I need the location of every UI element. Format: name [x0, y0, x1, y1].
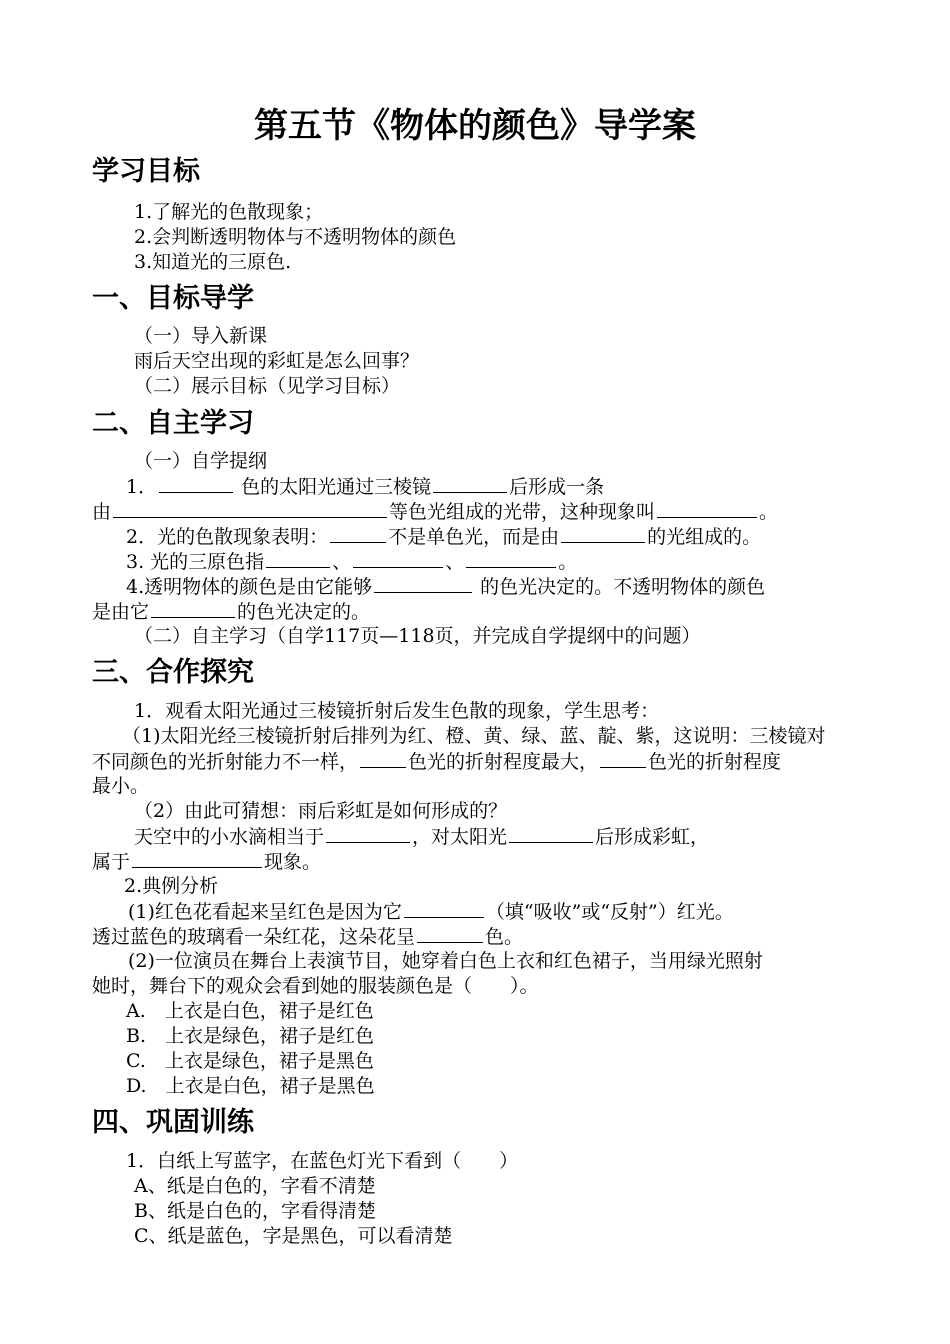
- text: 由: [92, 501, 112, 523]
- goal-item-1: 1.了解光的色散现象；: [134, 201, 324, 223]
- text-line: 雨后天空出现的彩虹是怎么回事？: [134, 350, 420, 372]
- fill-blank[interactable]: [151, 599, 235, 618]
- heading-section-1: 一、目标导学: [92, 283, 254, 314]
- text-line: 1．观看太阳光通过三棱镜折射后发生色散的现象，学生思考：: [134, 700, 660, 722]
- text: 色光的折射程度: [648, 751, 782, 773]
- text: 3. 光的三原色指: [126, 551, 265, 573]
- heading-section-4: 四、巩固训练: [92, 1107, 254, 1138]
- text: 、: [332, 551, 352, 573]
- heading-section-3: 三、合作探究: [92, 657, 254, 688]
- text: 。: [759, 501, 779, 523]
- goal-item-2: 2.会判断透明物体与不透明物体的颜色: [134, 226, 457, 248]
- fill-blank[interactable]: [266, 549, 330, 568]
- text-line: 她时，舞台下的观众会看到她的服装颜色是（ ）。: [92, 975, 539, 997]
- text: 现象。: [264, 851, 322, 873]
- text: 。: [558, 551, 578, 573]
- fill-blank[interactable]: [326, 824, 410, 843]
- text: 不是单色光，而是由: [388, 526, 560, 548]
- text: 、: [445, 551, 465, 573]
- text: 属于: [92, 851, 131, 873]
- heading-learning-goals: 学习目标: [92, 156, 200, 187]
- fill-blank[interactable]: [353, 549, 443, 568]
- option-d: D. 上衣是白色，裙子是黑色: [126, 1075, 375, 1097]
- text: (1)红色花看起来呈红色是因为它: [128, 901, 402, 923]
- text: 等色光组成的光带，这种现象叫: [389, 501, 656, 523]
- page-title: 第五节《物体的颜色》导学案: [254, 106, 696, 146]
- text-line: 1．白纸上写蓝字，在蓝色灯光下看到（ ）: [126, 1150, 519, 1172]
- text: 的色光决定的。不透明物体的颜色: [474, 576, 766, 598]
- text: 是由它: [92, 601, 150, 623]
- text-line: （二）展示目标（见学习目标）: [134, 375, 401, 397]
- question-1-line-2: [92, 499, 778, 525]
- text: 1．: [126, 476, 158, 498]
- option-a: A. 上衣是白色，裙子是红色: [126, 1000, 374, 1022]
- text: 色。: [485, 926, 524, 948]
- text-line: [92, 749, 781, 775]
- heading-section-2: 二、自主学习: [92, 408, 254, 439]
- text-line: （一）导入新课: [134, 325, 268, 347]
- fill-blank[interactable]: [433, 474, 507, 493]
- option-a: A、纸是白色的，字看不清楚: [134, 1175, 376, 1197]
- text-line: 2.典例分析: [124, 875, 219, 897]
- option-c: C、纸是蓝色，字是黑色，可以看清楚: [134, 1225, 453, 1247]
- text-line: 最小。: [92, 775, 150, 797]
- text-line: [134, 824, 709, 850]
- text: 后形成一条: [509, 476, 605, 498]
- fill-blank[interactable]: [132, 849, 262, 868]
- fill-blank[interactable]: [360, 749, 406, 768]
- text: 后形成彩虹，: [595, 826, 710, 848]
- fill-blank[interactable]: [404, 899, 484, 918]
- text: 色的太阳光通过三棱镜: [235, 476, 432, 498]
- question-2: [126, 524, 761, 550]
- text: （填“吸收”或“反射”）红光。: [485, 901, 734, 923]
- text-line: （2）由此可猜想：雨后彩虹是如何形成的？: [134, 800, 508, 822]
- question-4-line-2: [92, 599, 370, 625]
- fill-blank[interactable]: [159, 474, 233, 493]
- goal-item-3: 3.知道光的三原色.: [134, 251, 292, 273]
- fill-blank[interactable]: [417, 924, 483, 943]
- fill-blank[interactable]: [466, 549, 556, 568]
- text: 不同颜色的光折射能力不一样，: [92, 751, 359, 773]
- text-line: （二）自主学习（自学117页—118页，并完成自学提纲中的问题）: [134, 625, 701, 647]
- fill-blank[interactable]: [374, 574, 472, 593]
- text-line: (2)一位演员在舞台上表演节目，她穿着白色上衣和红色裙子，当用绿光照射: [128, 950, 763, 972]
- question-1-line-1: [126, 474, 604, 500]
- text: 的光组成的。: [647, 526, 762, 548]
- text-line: [92, 924, 523, 950]
- text: 的色光决定的。: [237, 601, 371, 623]
- text: 天空中的小水滴相当于: [134, 826, 325, 848]
- text: 4.透明物体的颜色是由它能够: [126, 576, 373, 598]
- text-line: （1)太阳光经三棱镜折射后排列为红、橙、黄、绿、蓝、靛、紫，这说明：三棱镜对: [122, 725, 826, 747]
- text-line: （一）自学提纲: [134, 450, 268, 472]
- fill-blank[interactable]: [600, 749, 646, 768]
- fill-blank[interactable]: [330, 524, 386, 543]
- fill-blank[interactable]: [561, 524, 645, 543]
- option-b: B. 上衣是绿色，裙子是红色: [126, 1025, 375, 1047]
- question-4-line-1: [126, 574, 765, 600]
- text: 色光的折射程度最大，: [408, 751, 599, 773]
- option-c: C. 上衣是绿色，裙子是黑色: [126, 1050, 374, 1072]
- option-b: B、纸是白色的，字看得清楚: [134, 1200, 376, 1222]
- fill-blank[interactable]: [657, 499, 757, 518]
- fill-blank[interactable]: [113, 499, 387, 518]
- text: 2．光的色散现象表明：: [126, 526, 329, 548]
- text-line: [92, 849, 321, 875]
- text: ，对太阳光: [412, 826, 508, 848]
- text: 透过蓝色的玻璃看一朵红花，这朵花呈: [92, 926, 416, 948]
- fill-blank[interactable]: [509, 824, 593, 843]
- question-3: [126, 549, 577, 575]
- text-line: [128, 899, 734, 925]
